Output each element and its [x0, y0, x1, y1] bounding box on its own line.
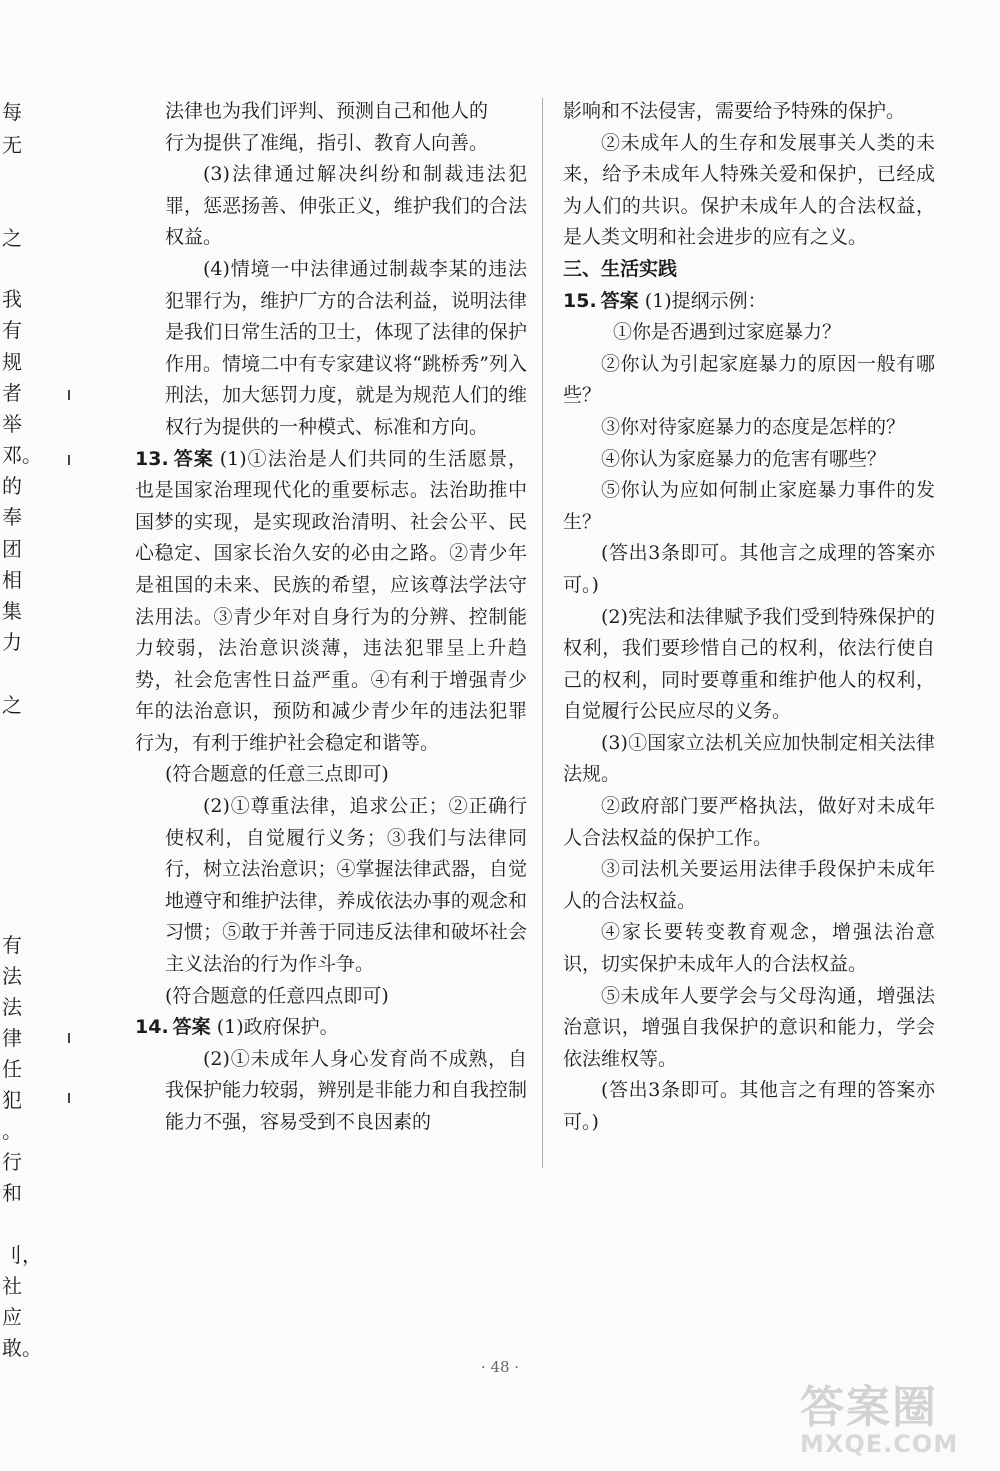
page-number: · 48 ·	[480, 1358, 520, 1376]
paragraph: (3)法律通过解决纠纷和制裁违法犯罪，惩恶扬善、伸张正义，维护我们的合法权益。	[165, 163, 527, 249]
paragraph: (答出3条即可。其他言之成理的答案亦可。)	[563, 542, 935, 596]
cropped-char: 之	[2, 693, 22, 717]
paragraph: 法律也为我们评判、预测自己和他人的	[165, 100, 489, 122]
cropped-char: 法	[2, 964, 22, 988]
cropped-char: 集	[2, 599, 22, 623]
question-number: 13.	[135, 447, 169, 470]
answer-text: (2)①未成年人身心发育尚不成熟，自我保护能力较弱，辨别是非能力和自我控制能力不强，容易受到不良因素的	[165, 1047, 527, 1133]
cropped-char: 无	[2, 133, 22, 157]
left-column	[135, 96, 527, 1139]
question-number: 15.	[563, 289, 597, 312]
cropped-char: 敢。	[2, 1336, 42, 1360]
cropped-char: 我	[2, 287, 22, 311]
question-13	[135, 444, 527, 1013]
answer-text: (1)提纲示例：	[644, 289, 767, 312]
scan-mark	[68, 390, 70, 400]
answer-label: 答案	[172, 1016, 211, 1039]
q12-continuation	[135, 96, 527, 444]
cropped-char: 和	[2, 1181, 22, 1205]
answer-text: (1)政府保护。	[216, 1016, 339, 1039]
paragraph: ①你是否遇到过家庭暴力？	[613, 321, 842, 344]
answer-note: (符合题意的任意三点即可)	[165, 763, 389, 786]
paragraph: ②你认为引起家庭暴力的原因一般有哪些？	[563, 352, 935, 407]
paragraph: ⑤你认为应如何制止家庭暴力事件的发生？	[563, 479, 935, 533]
cropped-char: 犯	[2, 1088, 22, 1112]
cropped-char: 应	[2, 1305, 22, 1329]
cropped-char: 任	[2, 1057, 22, 1081]
cropped-char: 律	[2, 1026, 22, 1050]
answer-label: 答案	[172, 447, 214, 470]
cropped-char: 刂，	[2, 1243, 42, 1267]
cropped-char: 相	[2, 568, 22, 592]
scan-mark	[68, 1093, 70, 1103]
paragraph: 影响和不法侵害，需要给予特殊的保护。	[563, 100, 906, 122]
paragraph: ②未成年人的生存和发展事关人类的未来，给予未成年人特殊关爱和保护，已经成为人们的共识。保护未成年人的合法权益，是人类文明和社会进步的应有之义。	[563, 131, 935, 249]
watermark-text: 答案圈	[800, 1382, 938, 1433]
scan-mark	[68, 455, 70, 465]
paragraph: ③你对待家庭暴力的态度是怎样的？	[601, 415, 906, 438]
paragraph: ④家长要转变教育观念，增强法治意识，切实保护未成年人的合法权益。	[563, 921, 935, 976]
column-divider	[542, 98, 543, 1168]
paragraph: (答出3条即可。其他言之有理的答案亦可。)	[563, 1079, 935, 1133]
cropped-char: 力	[2, 630, 22, 654]
cropped-char: 奉	[2, 505, 22, 529]
paragraph: (2)宪法和法律赋予我们受到特殊保护的权利，我们要珍惜自己的权利，依法行使自己的权利，同时要尊重和维护他人的权利，自觉履行公民应尽的义务。	[563, 605, 935, 723]
cropped-char: 有	[2, 318, 22, 342]
q14-continuation	[563, 96, 935, 254]
answer-text: (1)①法治是人们共同的生活愿景，也是国家治理现代化的重要标志。法治助推中国梦的实现，是实现政治清明、社会公平、民心稳定、国家长治久安的必由之路。②青少年是祖国的未来、民族的希望，应该尊法学法守法用法。③青少年对自身行为的分辨、控制能力较弱，法治意识淡薄，违法犯罪呈上升趋势，社会危害性日益严重。④有利于增强青少年的法治意识，预防和减少青少年的违法犯罪行为，有利于维护社会稳定和谐等。	[135, 447, 527, 754]
cropped-char: 。	[2, 1119, 22, 1143]
cropped-char: 有	[2, 933, 22, 957]
cropped-char: 者	[2, 381, 22, 405]
watermark-logo	[800, 1382, 995, 1465]
cropped-char: 社	[2, 1274, 22, 1298]
answer-items	[563, 317, 935, 1138]
cropped-char: 法	[2, 995, 22, 1019]
paragraph: ③司法机关要运用法律手段保护未成年人的合法权益。	[563, 858, 935, 912]
paragraph: (3)①国家立法机关应加快制定相关法律法规。	[563, 731, 935, 786]
right-column	[563, 96, 935, 1139]
cropped-char: 的	[2, 474, 22, 498]
answer-text: (2)①尊重法律，追求公正；②正确行使权利，自觉履行义务；③我们与法律同行，树立法治意识；④掌握法律武器，自觉地遵守和维护法律，养成依法办事的观念和习惯；⑤敢于并善于同违反法律和破坏社会主义法治的行为作斗争。	[165, 795, 527, 976]
cropped-char: 团	[2, 537, 22, 561]
watermark-url: MXQE.COM	[800, 1430, 959, 1458]
paragraph: 行为提供了准绳，指引、教育人向善。	[165, 131, 489, 154]
answer-label: 答案	[600, 289, 639, 312]
question-14	[135, 1012, 527, 1138]
cropped-char: 邓。	[2, 443, 42, 467]
left-edge-cropped-text	[0, 0, 40, 1471]
cropped-char: 每	[2, 100, 22, 124]
paragraph: ④你认为家庭暴力的危害有哪些？	[601, 447, 887, 470]
paragraph: (4)情境一中法律通过制裁李某的违法犯罪行为，维护厂方的合法利益，说明法律是我们日常生活的卫士，体现了法律的保护作用。情境二中有专家建议将“跳桥秀”列入刑法，加大惩罚力度，就是为规范人们的维权行为提供的一种模式、标准和方向。	[165, 257, 527, 438]
cropped-char: 行	[2, 1150, 22, 1174]
answer-note: (符合题意的任意四点即可)	[165, 984, 389, 1007]
question-15	[563, 286, 935, 1139]
paragraph: ②政府部门要严格执法，做好对未成年人合法权益的保护工作。	[563, 795, 935, 849]
scan-mark	[68, 1033, 70, 1043]
cropped-char: 规	[2, 350, 22, 374]
paragraph: ⑤未成年人要学会与父母沟通，增强法治意识，增强自我保护的意识和能力，学会依法维权等。	[563, 984, 935, 1070]
section-title: 三、生活实践	[563, 257, 678, 280]
cropped-char: 之	[2, 226, 22, 250]
cropped-char: 举	[2, 412, 22, 436]
question-number: 14.	[135, 1016, 169, 1039]
